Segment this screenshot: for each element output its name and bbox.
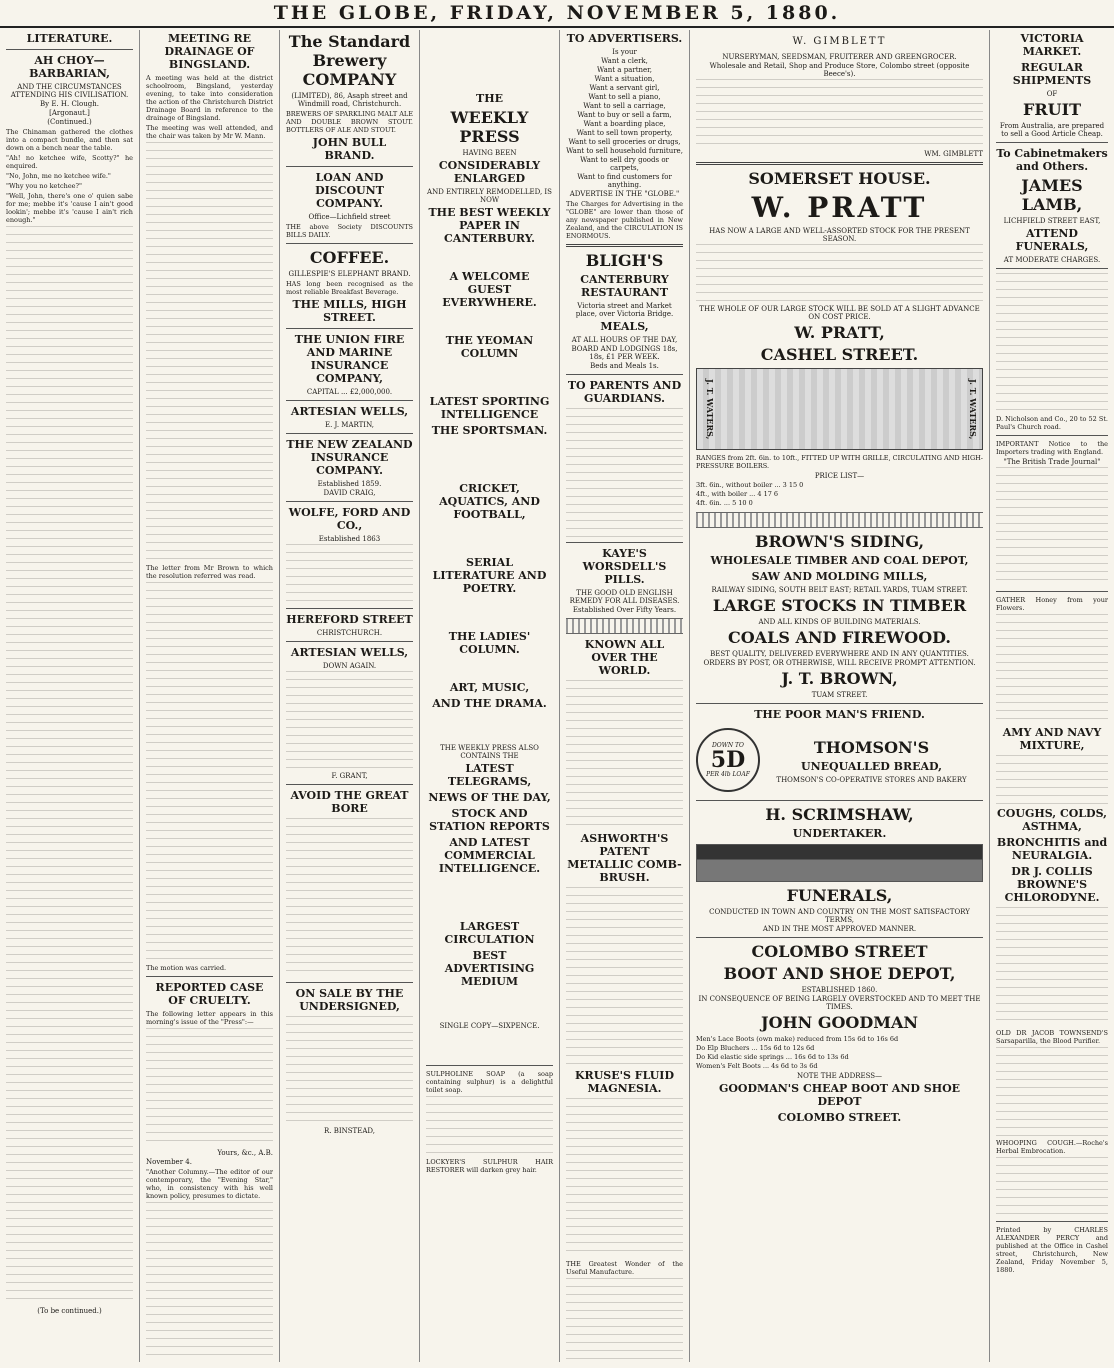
divider: [696, 162, 983, 165]
union-title: THE UNION FIRE AND MARINE INSURANCE COMPANY,: [294, 333, 405, 385]
spacer: [426, 312, 553, 332]
boot-depot-title: BOOT AND SHOE DEPOT,: [723, 964, 956, 983]
column-weekly-press: [420, 30, 560, 1362]
nz-insurance-agent: DAVID CRAIG,: [323, 489, 376, 497]
quality-line: BEST QUALITY, DELIVERED EVERYWHERE AND IN ANY QUANTITIES.: [710, 650, 969, 658]
thomson-title: THOMSON'S: [813, 737, 930, 757]
price-row: 4ft. 6in. ... 5 10 0: [696, 499, 753, 507]
wp-sportsman: THE SPORTSMAN.: [431, 424, 548, 437]
body-text-block: [146, 1202, 273, 1362]
chlorodyne-title: DR J. COLLIS BROWNE'S CHLORODYNE.: [1004, 865, 1100, 904]
divider: [286, 784, 413, 785]
bligh-title: BLIGH'S: [585, 251, 664, 270]
divider: [996, 435, 1108, 436]
artesian-title: ARTESIAN WELLS,: [290, 405, 409, 418]
body-text-block: [286, 544, 413, 604]
wp-serial: SERIAL LITERATURE AND POETRY.: [432, 556, 547, 595]
moderate-charges: AT MODERATE CHARGES.: [1003, 256, 1101, 264]
column-drainage: [140, 30, 280, 1362]
gimblett-address: Wholesale and Retail, Shop and Produce Store, Colombo street (opposite Beece's).: [709, 62, 970, 78]
wp-stock: STOCK AND STATION REPORTS: [429, 807, 550, 833]
story-paragraph: "Well, John, there's one o' quien sabe for me; mebbe it's 'cause I ain't good lookin'; mebbe it's 'cause I ain't rich enough.": [6, 192, 133, 224]
spacer: [426, 598, 553, 628]
bronchitis-title: BRONCHITIS and NEURALGIA.: [996, 836, 1108, 862]
cruelty-heading: REPORTED CASE OF CRUELTY.: [155, 981, 264, 1007]
sulpholine-ad: SULPHOLINE SOAP (a soap containing sulphur) is a delightful toilet soap.: [426, 1070, 553, 1094]
body-text-block: [696, 244, 983, 304]
coals-title: COALS AND FIREWOOD.: [728, 628, 951, 647]
advertisers-verse: [566, 48, 683, 198]
greatest-ad: THE Greatest Wonder of the Useful Manufacture.: [566, 1260, 683, 1276]
wp-yeoman: THE YEOMAN COLUMN: [445, 334, 534, 360]
verse-line: Want to sell groceries or drugs,: [568, 138, 681, 146]
bligh-board: BOARD AND LODGINGS 18s, 18s, £1 PER WEEK.: [571, 345, 678, 361]
divider: [996, 591, 1108, 592]
wp-telegrams: LATEST TELEGRAMS,: [447, 762, 532, 788]
ornament-band: [696, 512, 983, 528]
gimblett-signature: WM. GIMBLETT: [924, 150, 983, 158]
loan-body: THE above Society DISCOUNTS BILLS DAILY.: [286, 223, 413, 239]
boot-established: ESTABLISHED 1860.: [801, 986, 878, 994]
army-navy-mixture: AMY AND NAVY MIXTURE,: [1002, 726, 1102, 752]
body-text-block: [566, 1278, 683, 1362]
ranges-description: RANGES from 2ft. 6in. to 10ft., FITTED UP WITH GRILLE, CIRCULATING AND HIGH-PRESSURE BOILERS.: [696, 454, 983, 470]
body-text-block: [996, 755, 1108, 805]
boot-price-list: [696, 1035, 983, 1071]
divider: [566, 542, 683, 543]
body-text-block: [426, 1096, 553, 1156]
bligh-address: Victoria street and Market place, over Victoria Bridge.: [575, 302, 674, 318]
verse-line: Want a partner,: [597, 66, 652, 74]
undertaker-title: UNDERTAKER.: [792, 827, 887, 840]
divider: [566, 374, 683, 375]
body-text-block: [566, 680, 683, 830]
verse-line: Want a situation,: [594, 75, 655, 83]
kruse-title: KRUSE'S FLUID MAGNESIA.: [575, 1069, 674, 1095]
verse-line: Is your: [612, 48, 637, 56]
pratt-whole: THE WHOLE OF OUR LARGE STOCK WILL BE SOLD AT A SLIGHT ADVANCE ON COST PRICE.: [699, 305, 980, 321]
ornament-band: [566, 618, 683, 634]
goodman-footer: GOODMAN'S CHEAP BOOT AND SHOE DEPOT: [718, 1082, 961, 1108]
townsend-ad: OLD DR JACOB TOWNSEND'S Sarsaparilla, the Blood Purifier.: [996, 1029, 1108, 1045]
column-advertisers: [560, 30, 690, 1362]
stove-right-label: J. T. WATERS,: [968, 378, 978, 440]
body-text-block: [696, 79, 983, 149]
funerals-conducted: CONDUCTED IN TOWN AND COUNTRY ON THE MOST SATISFACTORY TERMS,: [709, 908, 970, 924]
body-text-block: [286, 818, 413, 978]
artesian-down-name: F. GRANT,: [331, 772, 368, 780]
body-text-block: [6, 226, 133, 1306]
nz-insurance-established: Established 1859.: [317, 480, 382, 488]
pratt-name: W. PRATT,: [794, 323, 885, 342]
jtbrown-name: J. T. BROWN,: [781, 669, 898, 688]
wp-remodelled: AND ENTIRELY REMODELLED, IS NOW: [427, 188, 552, 204]
somerset-title: SOMERSET HOUSE.: [748, 169, 931, 188]
wp-art: ART, MUSIC,: [449, 681, 530, 694]
price-list-title: PRICE LIST—: [814, 472, 865, 480]
story-paragraph: "Why you no ketchee?": [6, 182, 82, 190]
story-paragraph: The Chinaman gathered the clothes into a compact bundle, and then sat down on a bench near the table.: [6, 128, 133, 152]
pratt-cashel: CASHEL STREET.: [760, 345, 919, 364]
divider: [286, 982, 413, 983]
divider: [696, 937, 983, 938]
coffee-body: HAS long been recognised as the most reliable Breakfast Beverage.: [286, 280, 413, 296]
funerals-approved: AND IN THE MOST APPROVED MANNER.: [762, 925, 917, 933]
body-text-block: [566, 408, 683, 538]
hearse-illustration: [696, 844, 983, 882]
spacer: [426, 991, 553, 1021]
fruit-title: FRUIT: [1023, 100, 1081, 119]
saw-title: SAW AND MOLDING MILLS,: [751, 570, 928, 583]
divider: [286, 243, 413, 244]
wp-considerably: CONSIDERABLY ENLARGED: [438, 159, 541, 185]
boot-price-row: Men's Lace Boots (own make) reduced from 15s 6d to 16s 6d: [696, 1035, 899, 1043]
on-sale-name: R. BINSTEAD,: [324, 1127, 375, 1135]
column-misc-advertisements: [990, 30, 1114, 1362]
pratt-subtitle: HAS NOW A LARGE AND WELL-ASSORTED STOCK FOR THE PRESENT SEASON.: [709, 227, 970, 243]
stove-left-label: J. T. WATERS,: [705, 378, 715, 440]
wp-price: SINGLE COPY—SIXPENCE.: [439, 1022, 540, 1030]
body-text-block: [566, 887, 683, 1067]
letter-signature: Yours, &c., A.B.: [217, 1149, 273, 1157]
masthead: [0, 0, 1114, 28]
kaye-subtitle: THE GOOD OLD ENGLISH REMEDY FOR ALL DISEASES.: [569, 589, 680, 605]
verse-line: Want to sell dry goods or carpets,: [580, 156, 669, 172]
price-row: 3ft. 6in., without boiler ... 3 15 0: [696, 481, 804, 489]
verse-line: Want to sell household furniture,: [566, 147, 683, 155]
article-paragraph: A meeting was held at the district schoolroom, Bingsland, yesterday evening, to take into consideration the action of the Christchurch District Drainage Board in reference to the drainage of Bingsland.: [146, 74, 273, 122]
address-note: NOTE THE ADDRESS—: [796, 1072, 883, 1080]
body-text-block: [996, 1047, 1108, 1137]
verse-line: Want to find customers for anything.: [577, 173, 672, 189]
victoria-market: VICTORIA MARKET.: [1020, 32, 1084, 58]
divider: [286, 433, 413, 434]
verse-line: ADVERTISE IN THE "GLOBE.": [569, 190, 680, 198]
thomson-coop: THOMSON'S CO-OPERATIVE STORES AND BAKERY: [776, 775, 967, 784]
divider: [996, 142, 1108, 143]
article-paragraph: The meeting was well attended, and the chair was taken by Mr W. Mann.: [146, 124, 273, 140]
article-paragraph: The following letter appears in this morning's issue of the "Press":—: [146, 1010, 273, 1026]
pratt-title: W. PRATT: [751, 191, 928, 224]
divider: [146, 976, 273, 977]
divider: [286, 641, 413, 642]
ashworth-title: ASHWORTH'S PATENT METALLIC COMB-BRUSH.: [567, 832, 682, 884]
tuam-street: TUAM STREET.: [811, 691, 868, 699]
loan-title: LOAN AND DISCOUNT COMPANY.: [315, 171, 384, 210]
body-text-block: [146, 1028, 273, 1148]
verse-line: Want to sell a carriage,: [583, 102, 666, 110]
divider: [6, 49, 133, 50]
body-text-block: [146, 142, 273, 562]
story-footer: (To be continued.): [37, 1307, 102, 1315]
boot-price-row: Do Kid elastic side springs ... 16s 6d to 13s 6d: [696, 1053, 849, 1061]
spacer: [426, 30, 553, 90]
divider: [286, 166, 413, 167]
wp-news: NEWS OF THE DAY,: [428, 791, 551, 804]
union-capital: CAPITAL ... £2,000,000.: [306, 388, 393, 396]
brewery-brand: JOHN BULL BRAND.: [312, 136, 387, 162]
verse-line: Want a servant girl,: [589, 84, 660, 92]
railway-line: RAILWAY SIDING, SOUTH BELT EAST; RETAIL YARDS, TUAM STREET.: [711, 586, 968, 594]
bligh-subtitle: CANTERBURY RESTAURANT: [580, 273, 669, 299]
story-paragraph: "No, John, me no ketchee wife.": [6, 172, 111, 180]
hereford-title: HEREFORD STREET: [286, 613, 413, 626]
artesian-down-subtitle: DOWN AGAIN.: [322, 662, 377, 670]
globe-charges: The Charges for Advertising in the "GLOBE" are lower than those of any newspaper published in New Zealand, and the CIRCULATION IS ENORMOUS.: [566, 200, 683, 240]
hereford-subtitle: CHRISTCHURCH.: [316, 629, 383, 637]
loan-subtitle: Office—Lichfield street: [308, 213, 391, 221]
artesian-name: E. J. MARTIN,: [325, 421, 374, 429]
cabinet-title: To Cabinetmakers and Others.: [996, 147, 1108, 173]
spacer: [426, 524, 553, 554]
wp-the: THE: [476, 92, 503, 105]
spacer: [426, 440, 553, 480]
kaye-known: KNOWN ALL OVER THE WORLD.: [584, 638, 665, 677]
divider: [696, 703, 983, 704]
boot-price-row: Do Elp Bluchers ... 15s 6d to 12s 6d: [696, 1044, 815, 1052]
verse-line: Want to buy or sell a farm,: [577, 111, 672, 119]
goodman-street: COLOMBO STREET.: [777, 1111, 902, 1124]
wp-contains: THE WEEKLY PRESS ALSO CONTAINS THE: [440, 744, 539, 760]
column-large-advertisements: [690, 30, 990, 1362]
coffee-mills: THE MILLS, HIGH STREET.: [292, 298, 407, 324]
coffee-title: COFFEE.: [309, 248, 390, 267]
fruit-from: From Australia, are prepared to sell a Good Article Cheap.: [999, 122, 1105, 138]
boot-price-row: Women's Felt Boots ... 4s 6d to 3s 6d: [696, 1062, 818, 1070]
article-paragraph: The letter from Mr Brown to which the resolution referred was read.: [146, 564, 273, 580]
column-advertisements-1: [280, 30, 420, 1362]
lockyer-ad: LOCKYER'S SULPHUR HAIR RESTORER will darken grey hair.: [426, 1158, 553, 1174]
body-text-block: [286, 671, 413, 771]
wp-welcome: A WELCOME GUEST EVERYWHERE.: [442, 270, 537, 309]
story-part: [Argonaut.]: [49, 109, 90, 117]
body-text-block: [286, 1016, 413, 1126]
wp-drama: AND THE DRAMA.: [432, 697, 547, 710]
brewery-subtitle: (LIMITED), 86, Asaph street and Windmill road, Christchurch.: [291, 92, 408, 108]
colombo-street-title: COLOMBO STREET: [751, 942, 928, 961]
spacer: [426, 363, 553, 393]
gimblett-subtitle: NURSERYMAN, SEEDSMAN, FRUITERER AND GREENGROCER.: [722, 53, 957, 61]
wolfe-established: Established 1863: [318, 535, 381, 543]
important-notice: IMPORTANT Notice to the Importers trading with England.: [996, 440, 1108, 456]
trade-journal: "The British Trade Journal": [1003, 458, 1101, 466]
funerals-title: FUNERALS,: [786, 886, 893, 905]
brewery-title: The Standard Brewery COMPANY: [288, 32, 411, 89]
wp-having: HAVING BEEN: [462, 149, 517, 157]
divider: [286, 328, 413, 329]
price-list: [696, 481, 983, 508]
story-continued: (Continued.): [47, 118, 92, 126]
parents-heading: TO PARENTS AND GUARDIANS.: [567, 379, 682, 405]
wp-largest: LARGEST CIRCULATION: [444, 920, 535, 946]
price-row: 4ft., with boiler ... 4 17 6: [696, 490, 779, 498]
body-text-block: [996, 1157, 1108, 1217]
attend-funerals: ATTEND FUNERALS,: [1015, 227, 1089, 253]
poor-mans-friend: THE POOR MAN'S FRIEND.: [754, 708, 925, 721]
verse-line: Want to sell a piano,: [588, 93, 661, 101]
divider: [286, 608, 413, 609]
column-literature: [0, 30, 140, 1362]
spacer: [426, 713, 553, 743]
divider: [566, 244, 683, 247]
browns-title: BROWN'S SIDING,: [754, 532, 925, 551]
body-text-block: [996, 614, 1108, 724]
verse-line: Want a boarding place,: [583, 120, 666, 128]
price-badge: [696, 728, 760, 792]
on-sale-title: ON SALE BY THE UNDERSIGNED,: [295, 987, 404, 1013]
article-paragraph: "Another Columny.—The editor of our contemporary, the "Evening Star," who, in consistency with his well known policy, presumes to dictate.: [146, 1168, 273, 1200]
divider: [996, 1221, 1108, 1222]
body-text-block: [996, 467, 1108, 587]
wp-medium: BEST ADVERTISING MEDIUM: [444, 949, 535, 988]
regular-shipments: REGULAR SHIPMENTS: [1012, 61, 1092, 87]
divider: [286, 501, 413, 502]
brewery-body: BREWERS OF SPARKLING MALT ALE AND DOUBLE BROWN STOUT. BOTTLERS OF ALE AND STOUT.: [286, 110, 413, 134]
lamb-address: LICHFIELD STREET EAST,: [1003, 217, 1101, 225]
verse-line: Want a clerk,: [601, 57, 648, 65]
spacer: [426, 248, 553, 268]
article-paragraph: The motion was carried.: [146, 964, 227, 972]
body-text-block: [996, 273, 1108, 413]
coughs-title: COUGHS, COLDS, ASTHMA,: [997, 807, 1107, 833]
wp-best: THE BEST WEEKLY PAPER IN CANTERBURY.: [428, 206, 551, 245]
bligh-beds: Beds and Meals 1s.: [590, 362, 659, 370]
letter-date: November 4.: [146, 1158, 192, 1166]
bore-title: AVOID THE GREAT BORE: [290, 789, 409, 815]
drainage-heading: MEETING RE DRAINAGE OF BINGSLAND.: [164, 32, 255, 71]
bligh-meal-times: AT ALL HOURS OF THE DAY,: [571, 336, 678, 344]
divider: [286, 400, 413, 401]
story-title: AH CHOY—BARBARIAN,: [29, 54, 110, 80]
scrimshaw-title: H. SCRIMSHAW,: [765, 805, 914, 824]
wp-ladies: THE LADIES' COLUMN.: [448, 630, 531, 656]
nz-insurance-title: THE NEW ZEALAND INSURANCE COMPANY.: [286, 438, 413, 477]
price-badge-value: 5D: [710, 747, 746, 773]
spacer: [426, 659, 553, 679]
wholesale-title: WHOLESALE TIMBER AND COAL DEPOT,: [710, 554, 969, 567]
printed-by: Printed by CHARLES ALEXANDER PERCY and published at the Office in Cashel street, Christchurch, New Zealand, Friday November 5, 1880.: [996, 1226, 1108, 1274]
whooping-ad: WHOOPING COUGH.—Roche's Herbal Embrocation.: [996, 1139, 1108, 1155]
wp-latest-sporting: LATEST SPORTING INTELLIGENCE: [429, 395, 550, 421]
literature-heading: LITERATURE.: [26, 32, 113, 45]
stove-illustration: [696, 368, 983, 450]
spacer: [426, 878, 553, 918]
story-subtitle: AND THE CIRCUMSTANCES ATTENDING HIS CIVILISATION.: [10, 83, 129, 99]
orders-line: ORDERS BY POST, OR OTHERWISE, WILL RECEIVE PROMPT ATTENTION.: [703, 659, 976, 667]
body-text-block: [996, 907, 1108, 1027]
thomson-ad: [696, 724, 983, 796]
coffee-subtitle: GILLESPIE'S ELEPHANT BRAND.: [288, 270, 411, 278]
kaye-title: KAYE'S WORSDELL'S PILLS.: [582, 547, 667, 586]
story-paragraph: "Ah! no ketchee wife, Scotty?" he enquired.: [6, 154, 133, 170]
masthead-title: THE GLOBE, FRIDAY, NOVEMBER 5, 1880.: [273, 2, 841, 24]
boot-consequence: IN CONSEQUENCE OF BEING LARGELY OVERSTOCKED AND TO MEET THE TIMES.: [698, 995, 981, 1011]
price-badge-top: DOWN TO: [712, 742, 744, 749]
wp-commercial: AND LATEST COMMERCIAL INTELLIGENCE.: [438, 836, 541, 875]
bligh-meals: MEALS,: [600, 320, 649, 333]
divider: [696, 800, 983, 801]
large-stocks-title: LARGE STOCKS IN TIMBER: [712, 596, 967, 615]
of-line: OF: [1046, 90, 1058, 98]
wp-cricket: CRICKET, AQUATICS, AND FOOTBALL,: [439, 482, 540, 521]
artesian-down-title: ARTESIAN WELLS,: [290, 646, 409, 659]
kaye-established: Established Over Fifty Years.: [572, 606, 677, 614]
gather-honey: GATHER Honey from your Flowers.: [996, 596, 1108, 612]
nicholson-ad: D. Nicholson and Co., 20 to 52 St. Paul's Church road.: [996, 415, 1108, 431]
wp-title: WEEKLY PRESS: [450, 108, 529, 146]
story-byline: By E. H. Clough.: [40, 100, 99, 108]
goodman-name: JOHN GOODMAN: [761, 1013, 918, 1032]
advertisers-heading: TO ADVERTISERS.: [566, 32, 683, 45]
gimblett-title: W. GIMBLETT: [792, 36, 887, 47]
divider: [996, 268, 1108, 269]
spacer: [426, 1031, 553, 1061]
lamb-name: JAMES LAMB,: [1021, 176, 1083, 214]
body-text-block: [146, 582, 273, 962]
price-badge-bottom: PER 4lb LOAF: [706, 771, 750, 778]
wolfe-title: WOLFE, FORD AND CO.,: [288, 506, 411, 532]
verse-line: Want to sell town property,: [576, 129, 673, 137]
building-line: AND ALL KINDS OF BUILDING MATERIALS.: [758, 618, 921, 626]
thomson-bread: UNEQUALLED BREAD,: [801, 759, 942, 773]
body-text-block: [566, 1098, 683, 1258]
divider: [426, 1065, 553, 1066]
